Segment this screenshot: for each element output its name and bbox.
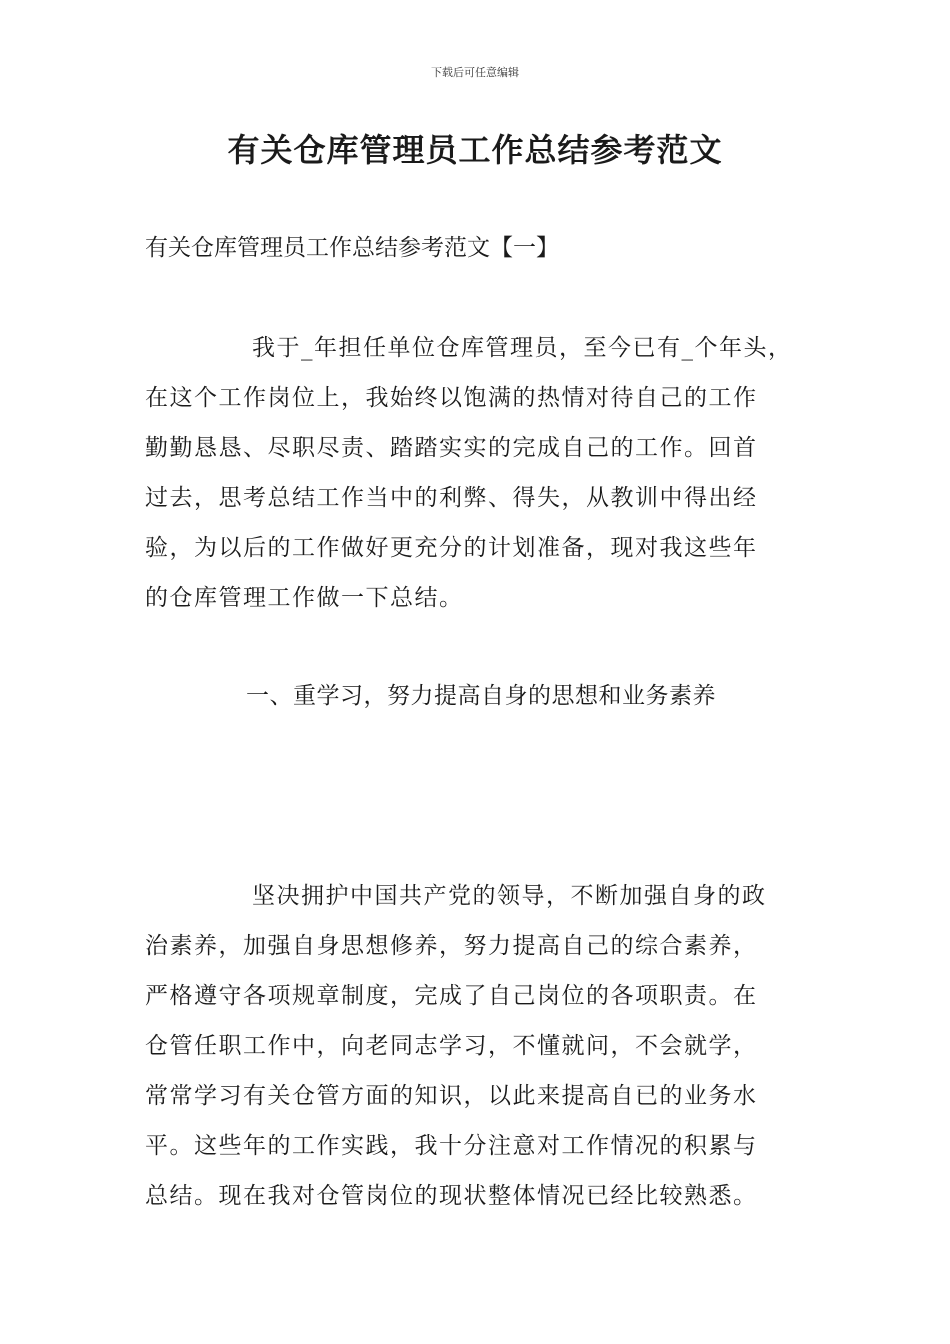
paragraph-line: 治素养，加强自身思想修养，努力提高自己的综合素养，	[145, 933, 758, 959]
paragraph-line: 严格遵守各项规章制度，完成了自己岗位的各项职责。在	[145, 983, 758, 1009]
paragraph-line: 仓管任职工作中，向老同志学习，不懂就问，不会就学，	[145, 1033, 758, 1059]
paragraph-line: 坚决拥护中国共产党的领导，不断加强自身的政	[252, 883, 767, 909]
document-title: 有关仓库管理员工作总结参考范文	[227, 131, 723, 169]
paragraph-line: 平。这些年的工作实践，我十分注意对工作情况的积累与	[145, 1133, 758, 1159]
subheading-study: 一、重学习，努力提高自身的思想和业务素养	[246, 683, 716, 709]
paragraph-line: 勤勤恳恳、尽职尽责、踏踏实实的完成自己的工作。回首	[145, 435, 758, 461]
paragraph-line: 总结。现在我对仓管岗位的现状整体情况已经比较熟悉。	[145, 1183, 758, 1209]
paragraph-line: 常常学习有关仓管方面的知识，以此来提高自已的业务水	[145, 1083, 758, 1109]
paragraph-line: 我于_年担任单位仓库管理员，至今已有_个年头，	[252, 335, 793, 361]
page-header-note: 下载后可任意编辑	[431, 66, 519, 79]
section-heading: 有关仓库管理员工作总结参考范文【一】	[145, 235, 559, 261]
paragraph-line: 过去，思考总结工作当中的利弊、得失，从教训中得出经	[145, 485, 758, 511]
paragraph-line: 的仓库管理工作做一下总结。	[145, 585, 464, 611]
paragraph-line: 在这个工作岗位上，我始终以饱满的热情对待自己的工作	[145, 385, 758, 411]
paragraph-line: 验，为以后的工作做好更充分的计划准备，现对我这些年	[145, 535, 758, 561]
